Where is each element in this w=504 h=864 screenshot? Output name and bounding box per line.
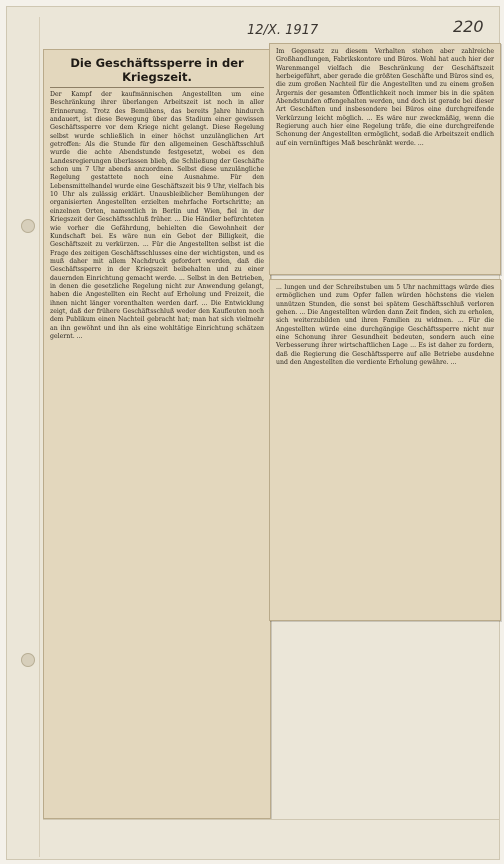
article-body-right-top: Im Gegensatz zu diesem Verhalten stehen aber zahlreiche Großhandlungen, Fabrikskontore und Büros. Wohl hat auch hier der Warenmangel vielfach die Beschränkung der Geschäftszeit herbeigeführt, aber gerade die größten Geschäfte und Büros sind es, die zum großen Nachteil für die Angestellten und zu einem großen Ärgernis der gesamten Öffentlichkeit noch immer bis in die späten Abendstunden offengehalten werden, und doch ist gerade bei dieser Art Geschäften und insbesondere bei Büros eine durchgreifende Verkürzung leicht möglich. ... Es wäre nur zweckmäßig, wenn die Regierung auch hier eine Regelung träfe, die eine durchgreifende Schonung der Angestellten ermöglicht, sodaß die Arbeitszeit endlich auf ein vernünftiges Maß beschränkt werde. ... — [276, 48, 494, 147]
article-headline: Die Geschäftssperre in der Kriegszeit. — [50, 54, 264, 88]
newspaper-clipping-right-bottom — [269, 279, 501, 621]
margin-line — [39, 17, 40, 857]
newspaper-clipping-right-top — [269, 43, 501, 275]
sheet-bottom-margin — [43, 819, 499, 850]
handwritten-date: 12/X. 1917 — [247, 23, 319, 38]
punch-hole — [21, 653, 35, 667]
newspaper-clipping-left — [43, 49, 271, 819]
article-body-left: Der Kampf der kaufmännischen Angestellten um eine Beschränkung ihrer überlangen Arbeitszeit ist noch in aller Erinnerung. Trotz des Bemühens, das bereits Jahre hindurch andauert, ist diese Bewegung über das Stadium einer gewissen Geschäftssperre vor dem Kriege nicht gelangt. Diese Regelung selbst wurde schließlich in einer höchst unzulänglichen Art getroffen: Als die Stunde für den allgemeinen Geschäftsschluß wurde die achte Abendstunde festgesetzt, wobei es den Landesregierungen überlassen blieb, die Schließung der Geschäfte schon um 7 Uhr abends anzuordnen. Selbst diese unzulängliche Regelung gestattete noch eine Ausnahme. Für den Lebensmittelhandel wurde eine Geschäftszeit bis 9 Uhr, vielfach bis 10 Uhr als zulässig erklärt. Unausbleiblicher Bemühungen der organisierten Angestellten erzielten mehrfache Fortschritte; an einzelnen Orten, namentlich in Berlin und Wien, fiel in der Kriegszeit der Geschäftsschluß früher. ... Die Händler befürchteten wie vorher die Gefährdung, behielten die Gewohnheit der Kundschaft bei. Es wäre nun ein Gebot der Billigkeit, die Geschäftszeit zu verkürzen. ... Für die Angestellten selbst ist die Frage des zeitigen Geschäftsschlusses eine der wichtigsten, und es muß daher mit allem Nachdruck gefordert werden, daß die Geschäftssperre in der Kriegszeit beibehalten und zu einer dauernden Einrichtung gemacht werde. ... Selbst in den Betrieben, in denen die gesetzliche Regelung nicht zur Anwendung gelangt, haben die Angestellten ein Recht auf Erholung und Freizeit, die ihnen nicht länger vorenthalten werden darf. ... Die Entwicklung zeigt, daß der frühere Geschäftsschluß weder den Kaufleuten noch dem Publikum einen Nachteil gebracht hat; man hat sich vielmehr an ihn gewöhnt und ihn als eine wohltätige Einrichtung schätzen gelernt. ... — [50, 91, 264, 340]
article-body-right-bottom: ... lungen und der Schreibstuben um 5 Uhr nachmittags würde dies ermöglichen und zum Opfer fallen würden höchstens die vielen unnützen Stunden, die sonst bei spätem Geschäftsschluß verloren gehen. ... Die Angestellten würden dann Zeit finden, sich zu erholen, sich weiterzubilden und ihren Familien zu widmen. ... Für die Angestellten würde eine durchgängige Geschäftssperre nicht nur eine Schonung ihrer Gesundheit bedeuten, sondern auch eine Verbesserung ihrer wirtschaftlichen Lage ... Es ist daher zu fordern, daß die Regierung die Geschäftssperre auf alle Betriebe ausdehne und den Angestellten die verdiente Erholung gewähre. ... — [276, 284, 494, 367]
punch-hole — [21, 219, 35, 233]
archive-sheet — [6, 6, 500, 860]
handwritten-page-number: 220 — [453, 17, 484, 36]
